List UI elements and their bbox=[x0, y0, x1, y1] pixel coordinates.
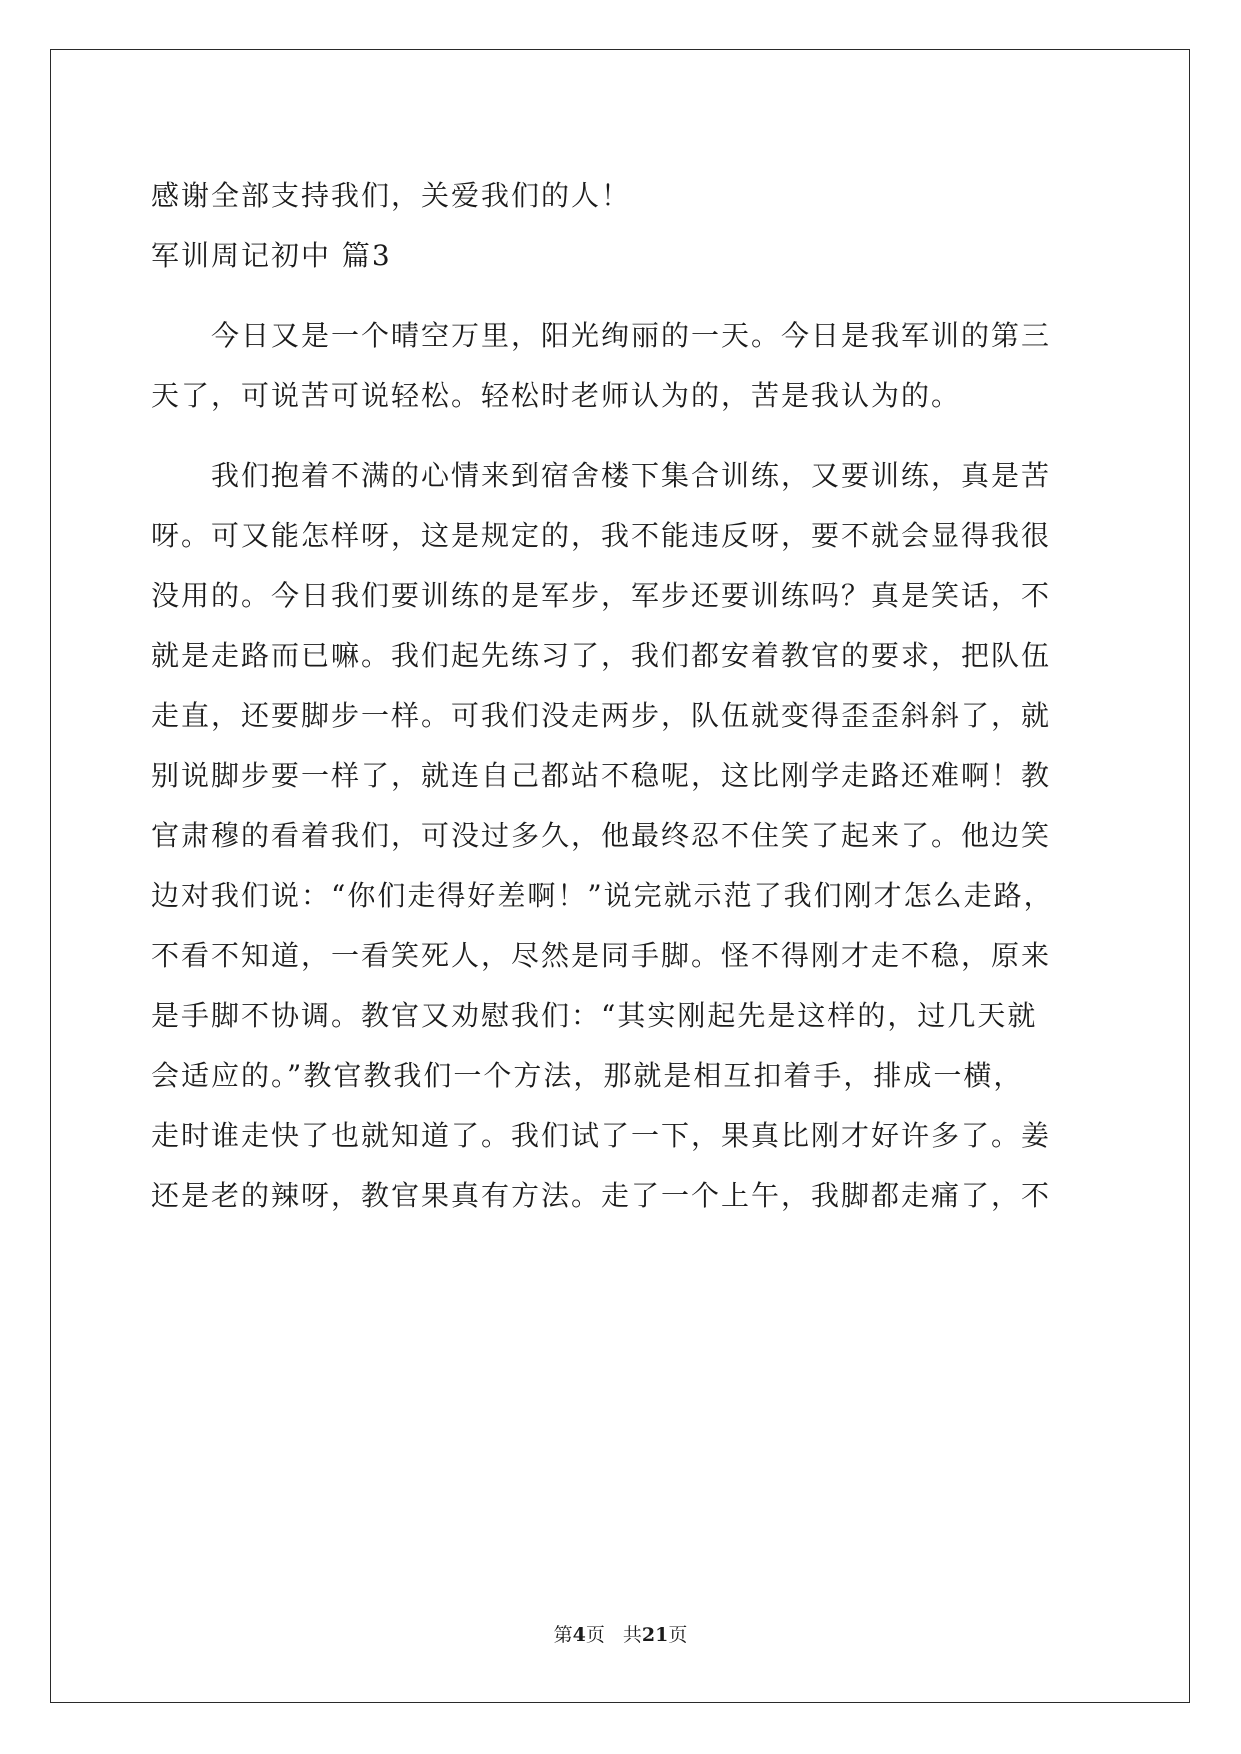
text-line: 会适应的。”教官教我们一个方法，那就是相互扣着手，排成一横， bbox=[151, 1059, 1024, 1092]
text-line: 还是老的辣呀，教官果真有方法。走了一个上午，我脚都走痛了，不 bbox=[151, 1179, 1052, 1212]
text-line: 呀。可又能怎样呀，这是规定的，我不能违反呀，要不就会显得我很 bbox=[151, 519, 1052, 552]
page-footer bbox=[0, 1620, 1241, 1647]
footer-total-prefix: 共 bbox=[622, 1624, 642, 1646]
footer-prefix: 第 bbox=[553, 1624, 573, 1646]
text-line: 是手脚不协调。教官又劝慰我们：“其实刚起先是这样的，过几天就 bbox=[151, 999, 1038, 1032]
text-line: 不看不知道，一看笑死人，尽然是同手脚。怪不得刚才走不稳，原来 bbox=[151, 939, 1052, 972]
footer-page-number: 4 bbox=[572, 1624, 586, 1646]
text-line: 走时谁走快了也就知道了。我们试了一下，果真比刚才好许多了。姜 bbox=[151, 1119, 1052, 1152]
text-line: 我们抱着不满的心情来到宿舍楼下集合训练，又要训练，真是苦 bbox=[151, 459, 1052, 492]
text-line: 别说脚步要一样了，就连自己都站不稳呢，这比刚学走路还难啊！教 bbox=[151, 759, 1052, 792]
text-line: 今日又是一个晴空万里，阳光绚丽的一天。今日是我军训的第三 bbox=[151, 319, 1052, 352]
footer-page-suffix: 页 bbox=[585, 1624, 605, 1646]
text-line: 走直，还要脚步一样。可我们没走两步，队伍就变得歪歪斜斜了，就 bbox=[151, 699, 1052, 732]
paragraph-spacer bbox=[151, 286, 1101, 306]
text-line: 没用的。今日我们要训练的是军步，军步还要训练吗？真是笑话，不 bbox=[151, 579, 1052, 612]
text-line: 就是走路而已嘛。我们起先练习了，我们都安着教官的要求，把队伍 bbox=[151, 639, 1052, 672]
paragraph-spacer bbox=[151, 426, 1101, 446]
footer-total-suffix: 页 bbox=[668, 1624, 688, 1646]
text-line: 边对我们说：“你们走得好差啊！”说完就示范了我们刚才怎么走路， bbox=[151, 879, 1054, 912]
text-line: 官肃穆的看着我们，可没过多久，他最终忍不住笑了起来了。他边笑 bbox=[151, 819, 1052, 852]
document-body bbox=[151, 166, 1101, 1226]
footer-total-pages: 21 bbox=[641, 1624, 669, 1646]
text-line: 感谢全部支持我们，关爱我们的人！ bbox=[151, 179, 632, 212]
text-line: 天了，可说苦可说轻松。轻松时老师认为的，苦是我认为的。 bbox=[151, 379, 962, 412]
section-title: 军训周记初中 篇3 bbox=[151, 239, 392, 272]
